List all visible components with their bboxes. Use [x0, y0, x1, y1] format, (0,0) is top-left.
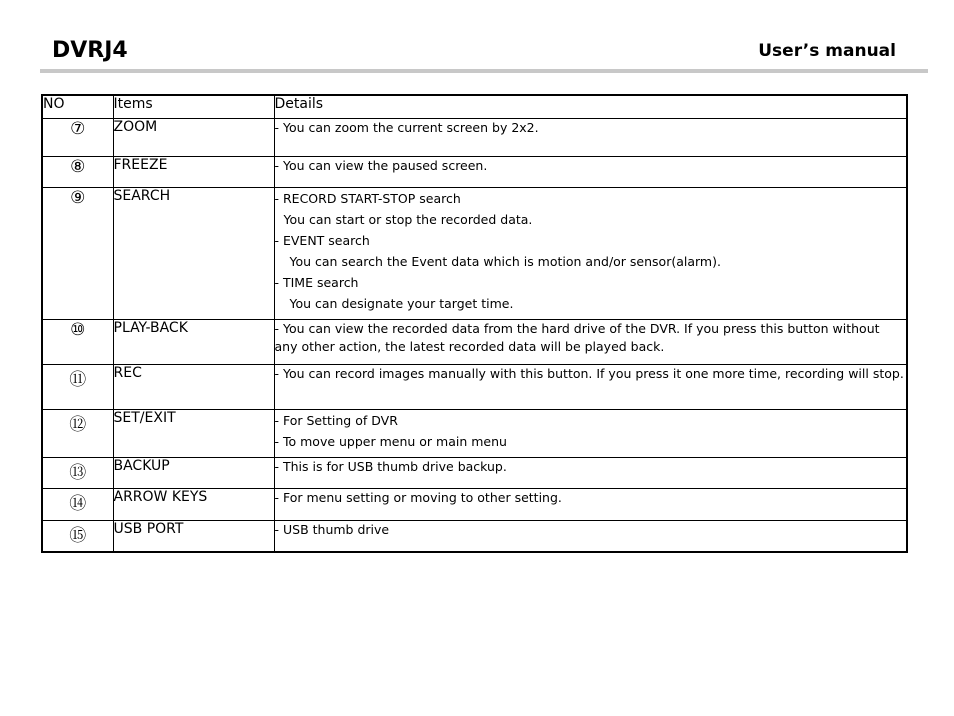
detail-line: - This is for USB thumb drive backup. — [274, 459, 507, 474]
table-row — [42, 188, 907, 320]
row-number: ⑮ — [42, 521, 113, 552]
column-header-no: NO — [42, 95, 113, 119]
row-item: SET/EXIT — [113, 410, 274, 458]
table-row — [42, 458, 907, 489]
row-number: ⑦ — [42, 119, 113, 157]
detail-line: - To move upper menu or main menu — [274, 434, 507, 449]
row-item: FREEZE — [113, 157, 274, 188]
row-details — [274, 489, 907, 521]
row-details — [274, 320, 907, 365]
row-number: ⑪ — [42, 365, 113, 410]
row-details — [274, 157, 907, 188]
detail-line: You can search the Event data which is motion and/or sensor(alarm). — [289, 254, 721, 269]
row-details — [274, 188, 907, 320]
table-row — [42, 365, 907, 410]
detail-line: - RECORD START-STOP search — [274, 191, 461, 206]
table-row — [42, 410, 907, 458]
detail-line: - EVENT search — [274, 233, 370, 248]
row-details — [274, 119, 907, 157]
detail-line: - You can view the paused screen. — [274, 158, 488, 173]
row-details — [274, 365, 907, 410]
row-number: ⑩ — [42, 320, 113, 365]
row-number: ⑬ — [42, 458, 113, 489]
detail-line: You can start or stop the recorded data. — [283, 212, 533, 227]
table-row — [42, 489, 907, 521]
row-details — [274, 521, 907, 552]
detail-line: You can designate your target time. — [289, 296, 514, 311]
row-number: ⑧ — [42, 157, 113, 188]
row-item: ARROW KEYS — [113, 489, 274, 521]
document-title: DVRJ4 — [52, 38, 128, 63]
button-spec-table — [41, 94, 908, 553]
detail-line: - TIME search — [274, 275, 359, 290]
column-header-details: Details — [274, 95, 907, 119]
table-row — [42, 320, 907, 365]
row-item: SEARCH — [113, 188, 274, 320]
row-item: BACKUP — [113, 458, 274, 489]
table-row — [42, 157, 907, 188]
detail-line: - USB thumb drive — [274, 522, 390, 537]
row-item: USB PORT — [113, 521, 274, 552]
document-subtitle: User’s manual — [758, 41, 896, 61]
detail-line: - You can zoom the current screen by 2x2. — [274, 120, 539, 135]
table-header-row — [42, 95, 907, 119]
detail-line: - You can view the recorded data from the hard drive of the DVR. If you press this button without any other action, the latest recorded data will be played back. — [274, 321, 880, 354]
column-header-items: Items — [113, 95, 274, 119]
row-number: ⑫ — [42, 410, 113, 458]
table-row — [42, 119, 907, 157]
row-details — [274, 410, 907, 458]
row-number: ⑭ — [42, 489, 113, 521]
detail-line: - For Setting of DVR — [274, 413, 398, 428]
detail-line: - For menu setting or moving to other setting. — [274, 490, 562, 505]
row-details — [274, 458, 907, 489]
row-item: ZOOM — [113, 119, 274, 157]
row-number: ⑨ — [42, 188, 113, 320]
table-row — [42, 521, 907, 552]
row-item: PLAY-BACK — [113, 320, 274, 365]
header-divider — [40, 69, 928, 73]
row-item: REC — [113, 365, 274, 410]
detail-line: - You can record images manually with this button. If you press it one more time, recording will stop. — [274, 366, 904, 381]
